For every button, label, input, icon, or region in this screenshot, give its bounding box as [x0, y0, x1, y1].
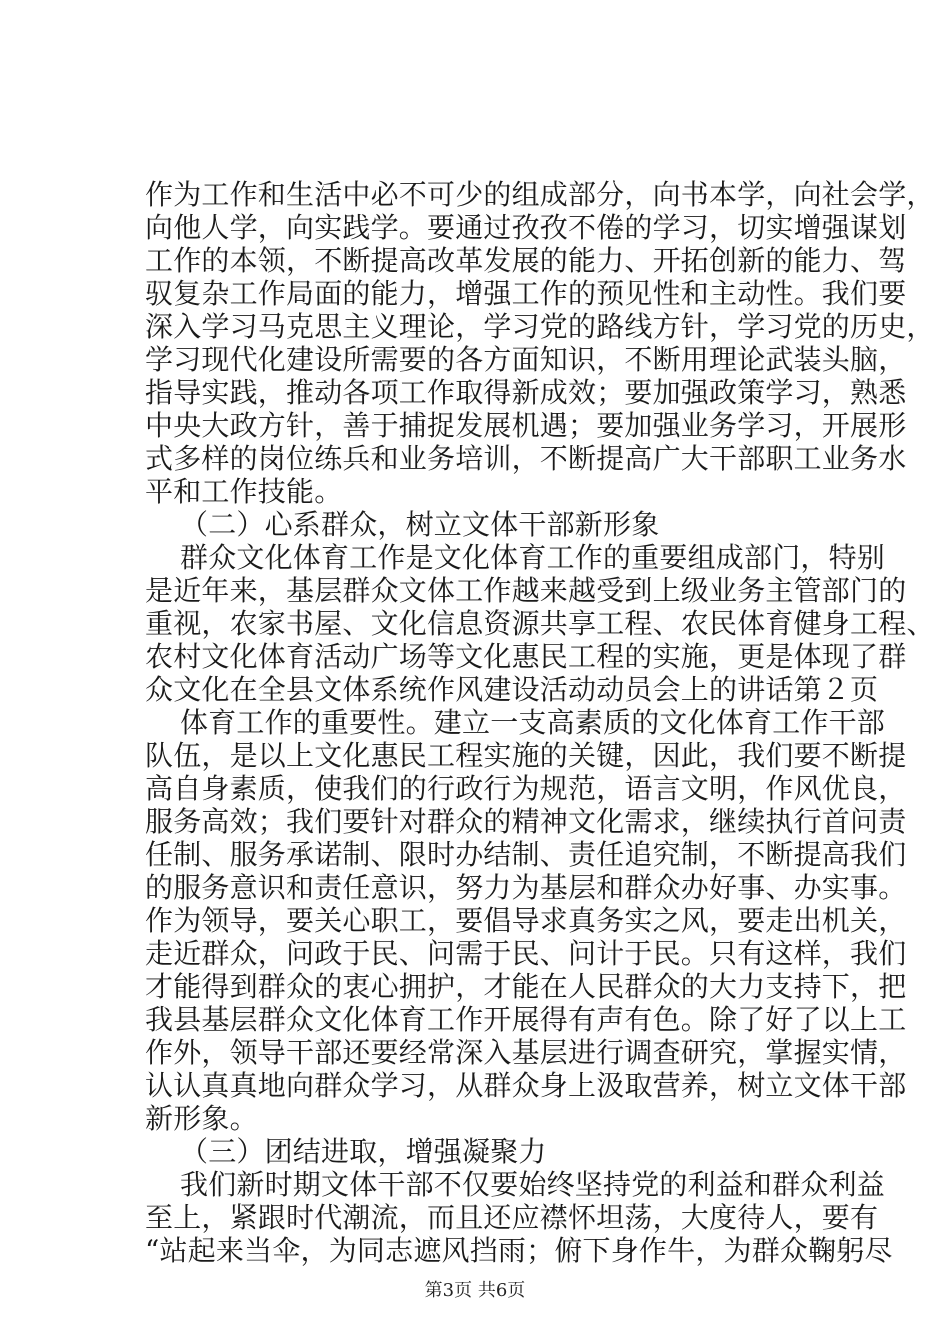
- page-number: 第3页 共6页: [424, 1280, 526, 1301]
- text-line: 中央大政方针，善于捕捉发展机遇；要加强业务学习，开展形: [145, 409, 907, 442]
- text-line: 作外，领导干部还要经常深入基层进行调查研究，掌握实情，: [145, 1036, 907, 1069]
- text-line: 至上，紧跟时代潮流，而且还应襟怀坦荡，大度待人，要有: [145, 1201, 879, 1234]
- section-heading: （三）团结进取，增强凝聚力: [180, 1135, 547, 1168]
- text-line: 队伍，是以上文化惠民工程实施的关键，因此，我们要不断提: [145, 739, 907, 772]
- text-line: 新形象。: [145, 1102, 258, 1135]
- text-line: 学习现代化建设所需要的各方面知识，不断用理论武装头脑，: [145, 343, 907, 376]
- text-line: 驭复杂工作局面的能力，增强工作的预见性和主动性。我们要: [145, 277, 907, 310]
- text-line: “站起来当伞，为同志遮风挡雨；俯下身作牛，为群众鞠躬尽: [145, 1234, 893, 1267]
- text-line: 服务高效；我们要针对群众的精神文化需求，继续执行首问责: [145, 805, 907, 838]
- text-line: 走近群众，问政于民、问需于民、问计于民。只有这样，我们: [145, 937, 907, 970]
- text-line: 是近年来，基层群众文体工作越来越受到上级业务主管部门的: [145, 574, 907, 607]
- text-line: 众文化在全县文体系统作风建设活动动员会上的讲话第２页: [145, 673, 879, 706]
- text-line: 重视，农家书屋、文化信息资源共享工程、农民体育健身工程、: [145, 607, 935, 640]
- text-line: 我县基层群众文化体育工作开展得有声有色。除了好了以上工: [145, 1003, 907, 1036]
- text-line: 高自身素质，使我们的行政行为规范，语言文明，作风优良，: [145, 772, 907, 805]
- text-line: 认认真真地向群众学习，从群众身上汲取营养，树立文体干部: [145, 1069, 907, 1102]
- text-line: 向他人学，向实践学。要通过孜孜不倦的学习，切实增强谋划: [145, 211, 907, 244]
- text-line: 的服务意识和责任意识，努力为基层和群众办好事、办实事。: [145, 871, 907, 904]
- text-line: 体育工作的重要性。建立一支高素质的文化体育工作干部: [180, 706, 886, 739]
- text-line: 作为领导，要关心职工，要倡导求真务实之风，要走出机关，: [145, 904, 907, 937]
- text-line: 式多样的岗位练兵和业务培训，不断提高广大干部职工业务水: [145, 442, 907, 475]
- text-line: 指导实践，推动各项工作取得新成效；要加强政策学习，熟悉: [145, 376, 907, 409]
- text-line: 才能得到群众的衷心拥护，才能在人民群众的大力支持下，把: [145, 970, 907, 1003]
- text-line: 农村文化体育活动广场等文化惠民工程的实施，更是体现了群: [145, 640, 907, 673]
- text-line: 作为工作和生活中必不可少的组成部分，向书本学，向社会学，: [145, 178, 935, 211]
- text-line: 群众文化体育工作是文化体育工作的重要组成部门，特别: [180, 541, 886, 574]
- text-line: 任制、服务承诺制、限时办结制、责任追究制，不断提高我们: [145, 838, 907, 871]
- section-heading: （二）心系群众，树立文体干部新形象: [180, 508, 660, 541]
- text-line: 工作的本领，不断提高改革发展的能力、开拓创新的能力、驾: [145, 244, 907, 277]
- text-line: 平和工作技能。: [145, 475, 343, 508]
- text-line: 深入学习马克思主义理论，学习党的路线方针，学习党的历史，: [145, 310, 935, 343]
- text-line: 我们新时期文体干部不仅要始终坚持党的利益和群众利益: [180, 1168, 886, 1201]
